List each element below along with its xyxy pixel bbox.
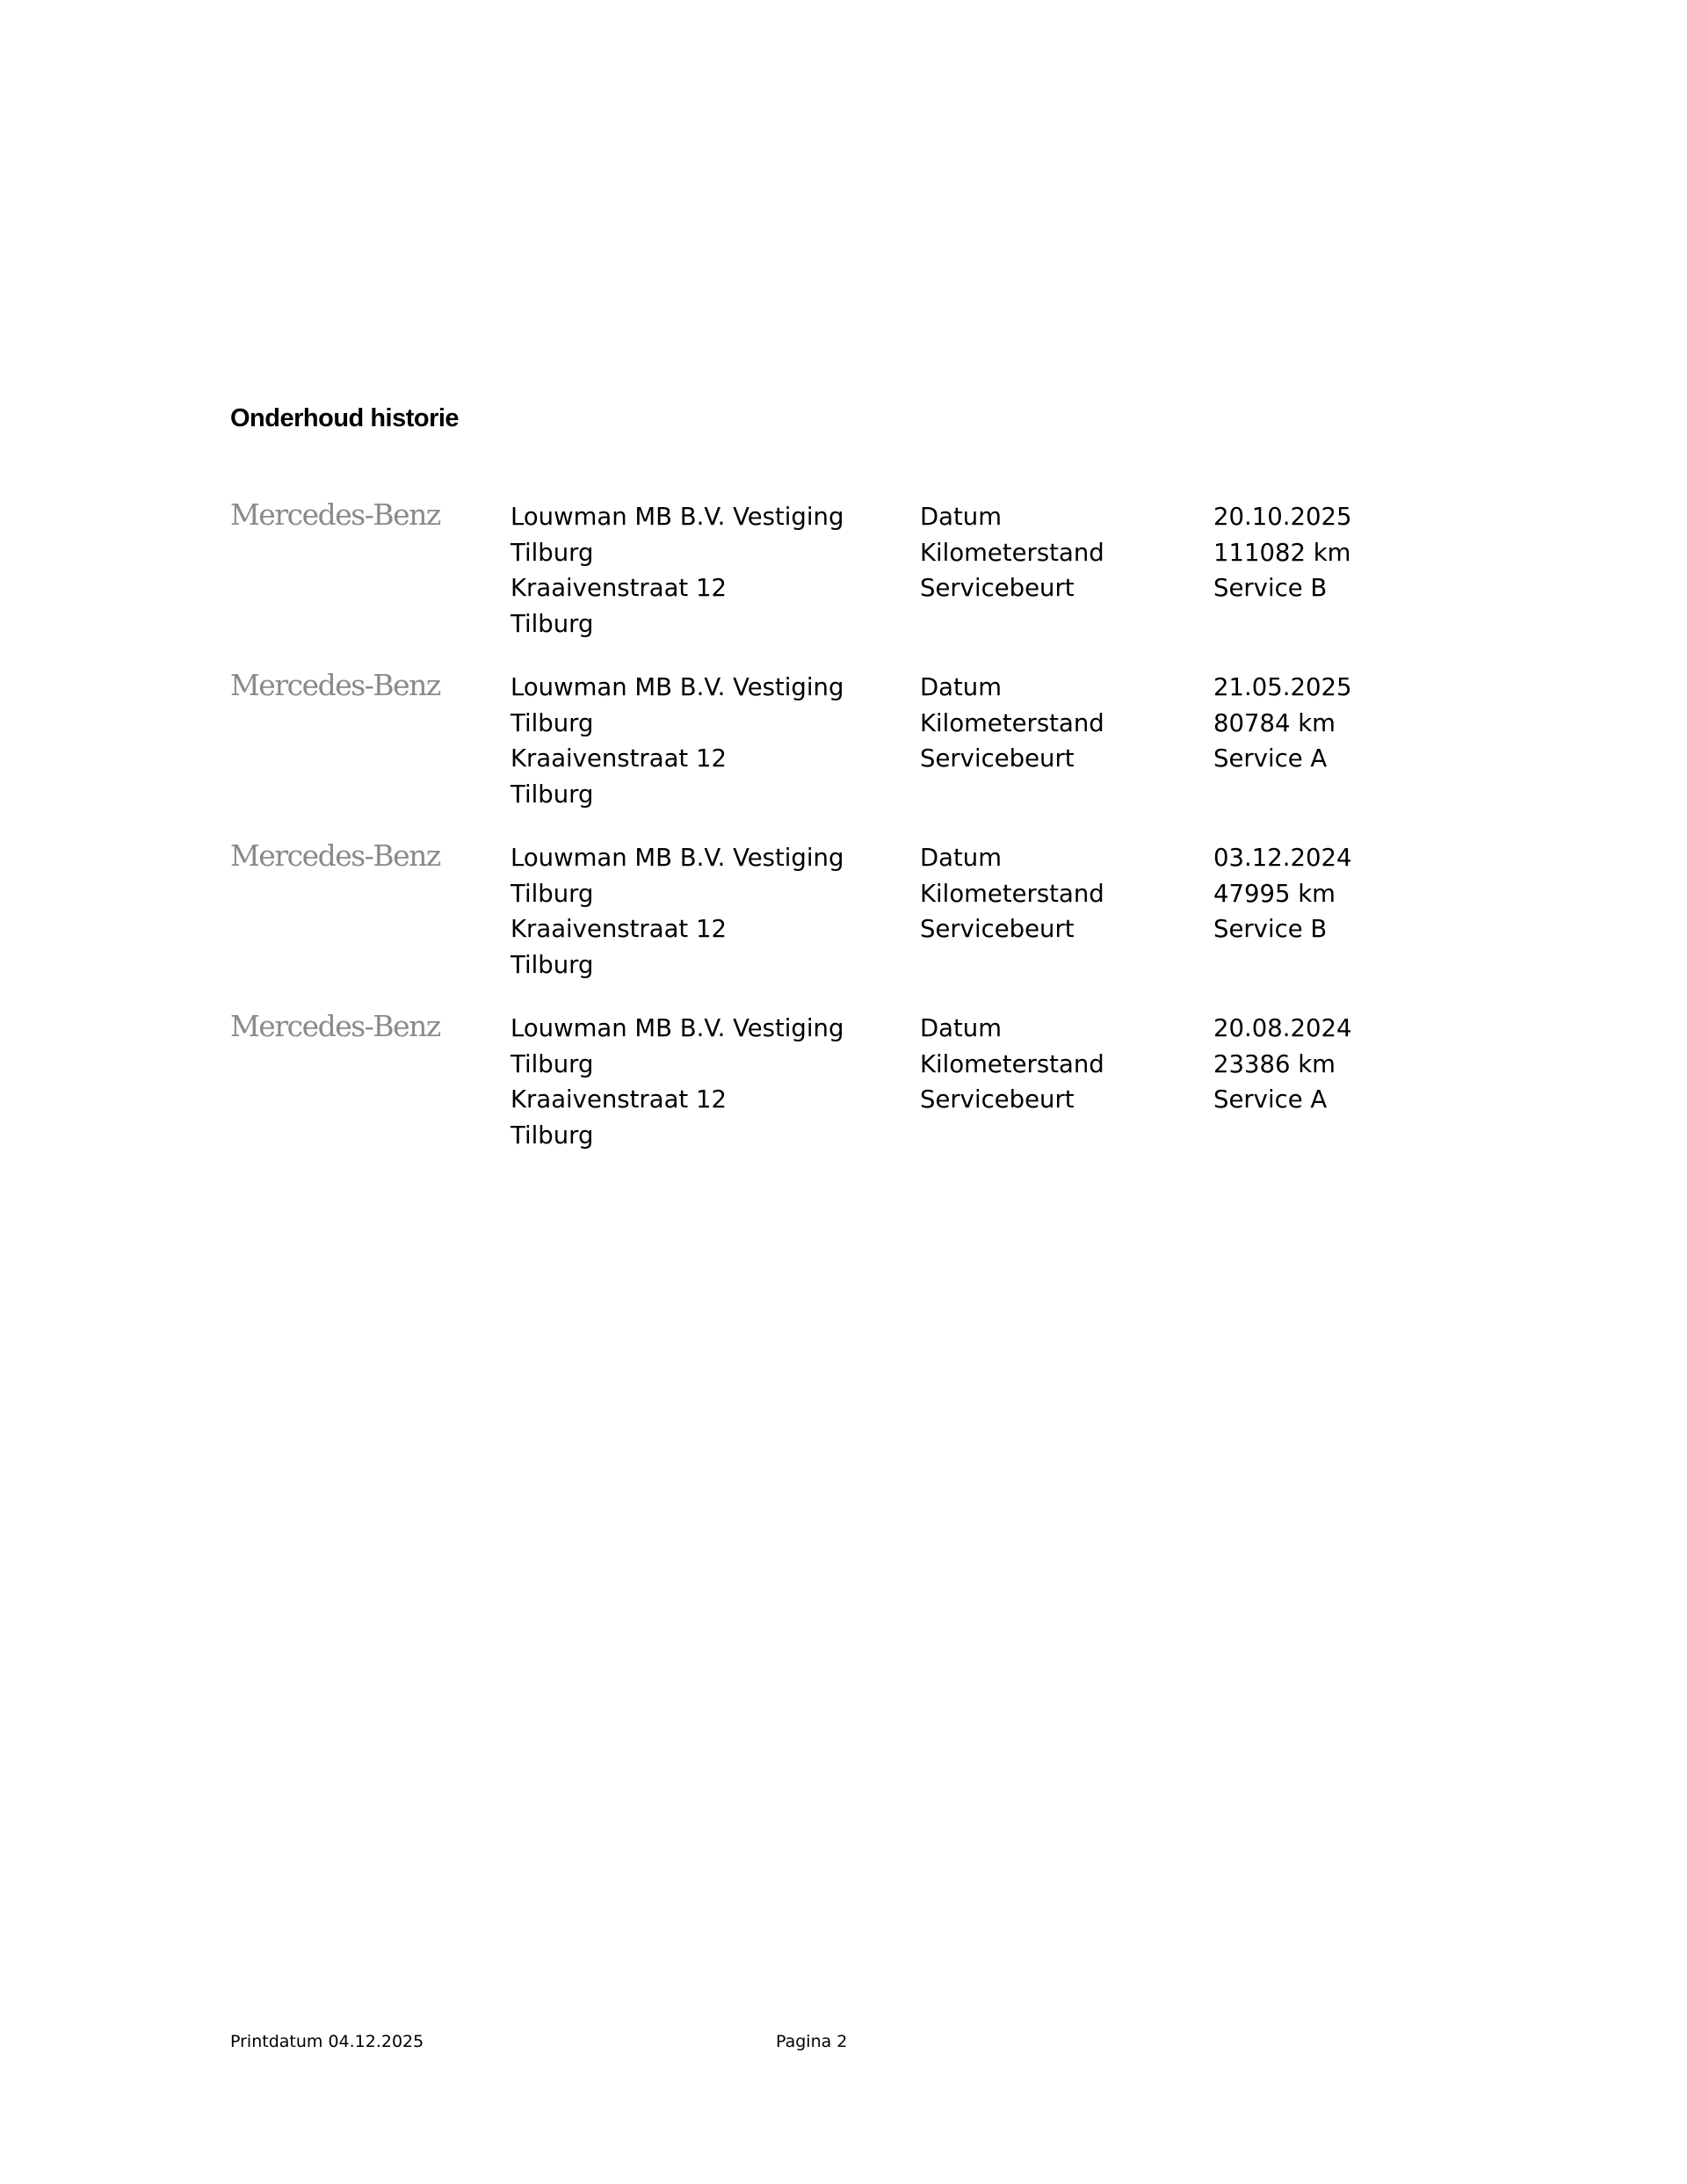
field-values: [1213, 1011, 1351, 1118]
mileage-value: 47995 km: [1213, 879, 1336, 908]
field-labels: [920, 670, 1104, 777]
service-label: Servicebeurt: [920, 574, 1075, 603]
dealer-city: Tilburg: [510, 780, 594, 809]
dealer-street: Kraaivenstraat 12: [510, 574, 727, 603]
brand-logo: Mercedes-Benz: [230, 838, 440, 873]
field-values: [1213, 499, 1351, 606]
date-value: 03.12.2024: [1213, 844, 1352, 872]
dealer-name: Louwman MB B.V. Vestiging: [510, 673, 844, 701]
maintenance-entry: [0, 497, 1687, 647]
mileage-label: Kilometerstand: [920, 538, 1104, 567]
dealer-branch: Tilburg: [510, 879, 594, 908]
service-value: Service B: [1213, 915, 1328, 944]
dealer-address: [510, 670, 844, 812]
mileage-label: Kilometerstand: [920, 708, 1104, 737]
field-labels: [920, 499, 1104, 606]
date-value: 20.08.2024: [1213, 1014, 1352, 1042]
field-values: [1213, 840, 1351, 947]
brand-logo: Mercedes-Benz: [230, 668, 440, 702]
service-label: Servicebeurt: [920, 915, 1075, 944]
mileage-value: 23386 km: [1213, 1049, 1336, 1078]
date-label: Datum: [920, 844, 1003, 872]
mileage-value: 111082 km: [1213, 538, 1351, 567]
service-label: Servicebeurt: [920, 744, 1075, 773]
dealer-street: Kraaivenstraat 12: [510, 744, 727, 773]
dealer-address: [510, 1011, 844, 1153]
date-value: 20.10.2025: [1213, 503, 1352, 531]
dealer-name: Louwman MB B.V. Vestiging: [510, 844, 844, 872]
dealer-branch: Tilburg: [510, 708, 594, 737]
maintenance-entry: [0, 838, 1687, 988]
dealer-branch: Tilburg: [510, 538, 594, 567]
date-label: Datum: [920, 503, 1003, 531]
print-date: Printdatum 04.12.2025: [230, 2032, 424, 2051]
field-labels: [920, 840, 1104, 947]
dealer-city: Tilburg: [510, 950, 594, 979]
dealer-street: Kraaivenstraat 12: [510, 1085, 727, 1114]
service-value: Service B: [1213, 574, 1328, 603]
dealer-city: Tilburg: [510, 1121, 594, 1150]
service-label: Servicebeurt: [920, 1085, 1075, 1114]
dealer-address: [510, 840, 844, 983]
dealer-name: Louwman MB B.V. Vestiging: [510, 1014, 844, 1042]
mileage-label: Kilometerstand: [920, 1049, 1104, 1078]
dealer-street: Kraaivenstraat 12: [510, 915, 727, 944]
field-values: [1213, 670, 1351, 777]
dealer-branch: Tilburg: [510, 1049, 594, 1078]
date-label: Datum: [920, 1014, 1003, 1042]
dealer-city: Tilburg: [510, 609, 594, 638]
dealer-name: Louwman MB B.V. Vestiging: [510, 503, 844, 531]
maintenance-entry: [0, 1009, 1687, 1158]
maintenance-entry: [0, 668, 1687, 817]
mileage-value: 80784 km: [1213, 708, 1336, 737]
mileage-label: Kilometerstand: [920, 879, 1104, 908]
brand-logo: Mercedes-Benz: [230, 497, 440, 532]
dealer-address: [510, 499, 844, 642]
date-label: Datum: [920, 673, 1003, 701]
page-number: Pagina 2: [776, 2032, 848, 2051]
service-value: Service A: [1213, 1085, 1328, 1114]
brand-logo: Mercedes-Benz: [230, 1009, 440, 1043]
service-value: Service A: [1213, 744, 1328, 773]
page-title: Onderhoud historie: [230, 404, 460, 432]
field-labels: [920, 1011, 1104, 1118]
date-value: 21.05.2025: [1213, 673, 1352, 701]
